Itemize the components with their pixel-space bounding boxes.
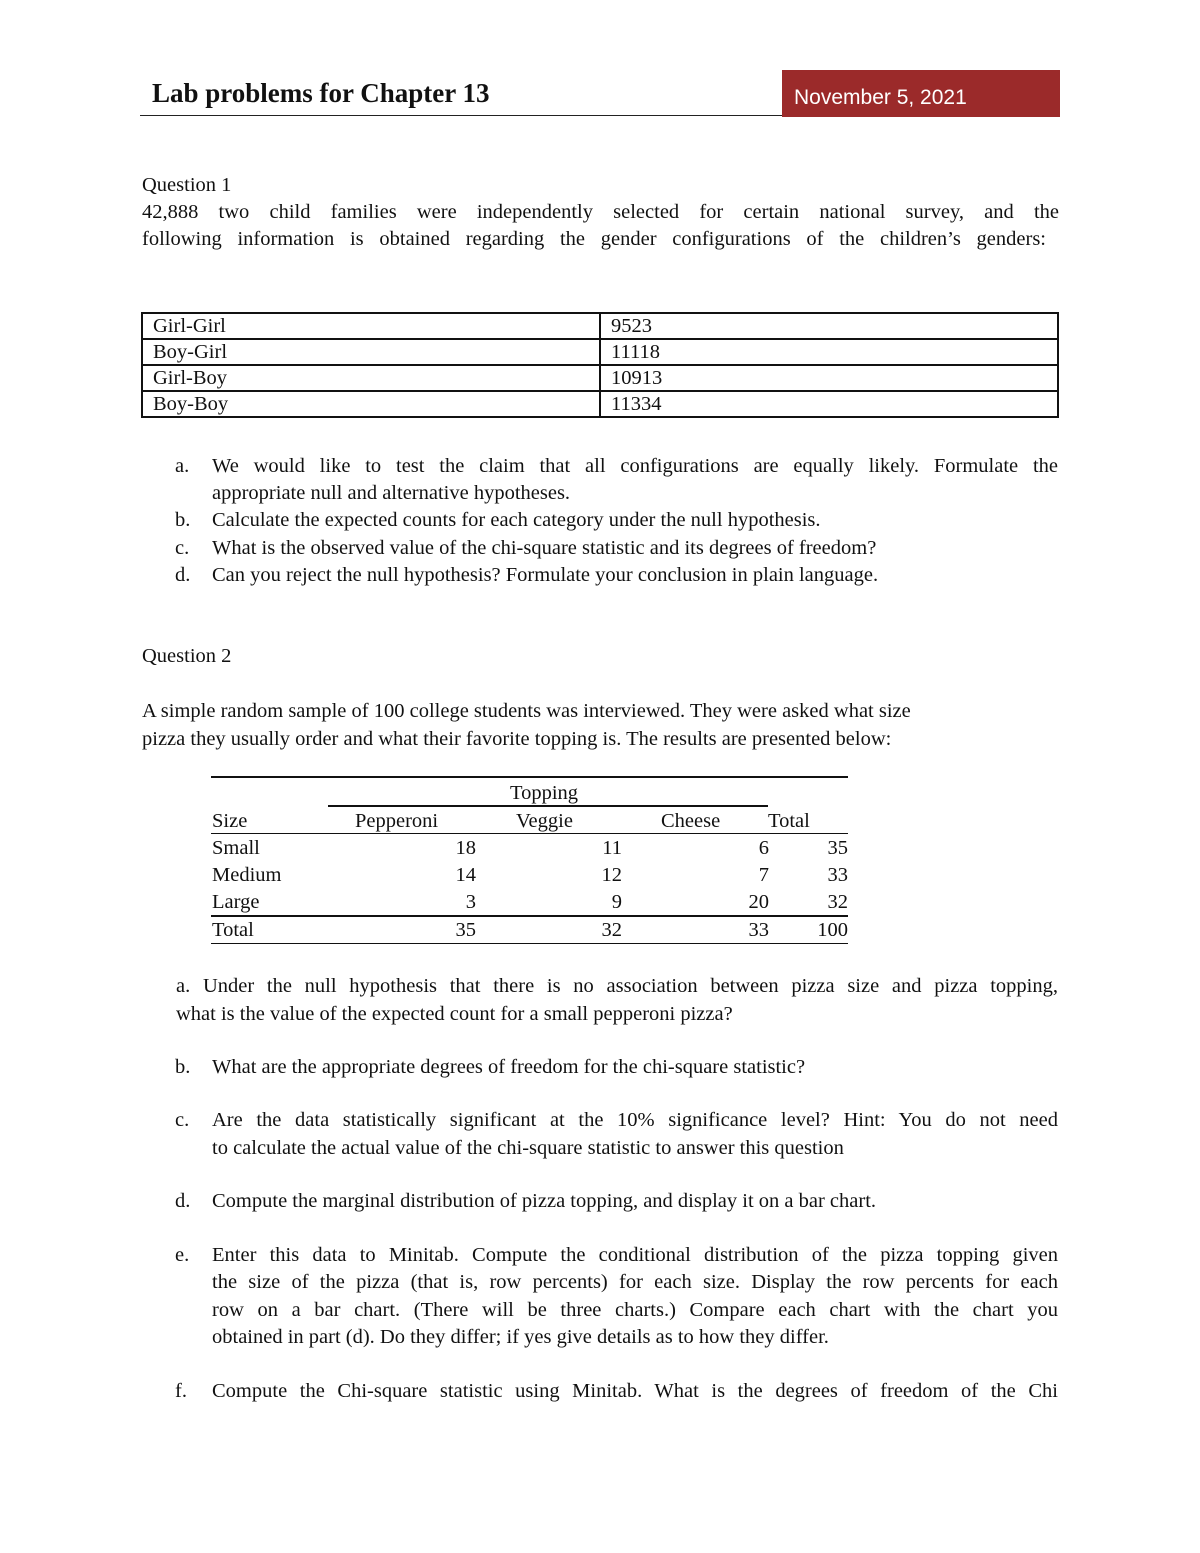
table-cell-count: 10913 xyxy=(600,365,1058,391)
cell-medium-cheese: 7 xyxy=(758,864,769,886)
table-row xyxy=(142,339,1058,365)
list-item-letter: b. xyxy=(175,509,191,531)
q2-item-a-line-2: what is the value of the expected count for a small pepperoni pizza? xyxy=(176,1003,733,1025)
q1-item-c-line-1: What is the observed value of the chi-square statistic and its degrees of freedom? xyxy=(212,537,877,559)
q1-item-b-line-1: Calculate the expected counts for each category under the null hypothesis. xyxy=(212,509,821,531)
table-cell-label: Boy-Boy xyxy=(142,391,600,417)
q1-item-d-line-1: Can you reject the null hypothesis? Formulate your conclusion in plain language. xyxy=(212,564,879,586)
column-header-pepperoni: Pepperoni xyxy=(355,810,439,832)
table-bottom-rule xyxy=(211,943,848,944)
question-2-heading: Question 2 xyxy=(142,645,232,667)
table-cell-count: 11118 xyxy=(600,339,1058,365)
q2-item-e-line-3: row on a bar chart. (There will be three charts.) Compare each chart with the chart you xyxy=(212,1299,1058,1321)
row-label-large: Large xyxy=(212,891,260,913)
list-item-letter: d. xyxy=(175,1190,191,1212)
q2-item-e-line-1: Enter this data to Minitab. Compute the conditional distribution of the pizza topping given xyxy=(212,1244,1058,1266)
q2-item-b-line-1: What are the appropriate degrees of freedom for the chi-square statistic? xyxy=(212,1056,806,1078)
column-header-total: Total xyxy=(768,810,810,832)
list-item-letter: b. xyxy=(175,1056,191,1078)
q2-item-e-line-4: obtained in part (d). Do they differ; if yes give details as to how they differ. xyxy=(212,1326,829,1348)
row-label-small: Small xyxy=(212,837,260,859)
table-cell-label: Girl-Boy xyxy=(142,365,600,391)
table-cell-count: 9523 xyxy=(600,313,1058,339)
title-underline xyxy=(140,115,782,116)
q2-item-e-line-2: the size of the pizza (that is, row percents) for each size. Display the row percents for each xyxy=(212,1271,1058,1293)
cell-small-cheese: 6 xyxy=(758,837,769,859)
q2-item-a-line-1: a. Under the null hypothesis that there is no association between pizza size and pizza topping, xyxy=(176,975,1058,997)
page-title: Lab problems for Chapter 13 xyxy=(152,78,490,108)
q1-item-a-line-1: We would like to test the claim that all configurations are equally likely. Formulate the xyxy=(212,455,1058,477)
cell-medium-veggie: 12 xyxy=(601,864,622,886)
cell-total-cheese: 33 xyxy=(748,919,769,941)
list-item-letter: d. xyxy=(175,564,191,586)
table-row xyxy=(142,365,1058,391)
table-cell-label: Girl-Girl xyxy=(142,313,600,339)
cell-total-veggie: 32 xyxy=(601,919,622,941)
question-2-intro-line-2: pizza they usually order and what their favorite topping is. The results are presented below: xyxy=(142,728,892,750)
cell-large-cheese: 20 xyxy=(748,891,769,913)
list-item-letter: f. xyxy=(175,1380,187,1402)
cell-small-veggie: 11 xyxy=(602,837,622,859)
header-rule xyxy=(211,833,848,834)
cell-large-veggie: 9 xyxy=(611,891,622,913)
cell-large-pepperoni: 3 xyxy=(465,891,476,913)
cell-small-total: 35 xyxy=(827,837,848,859)
cell-total-total: 100 xyxy=(817,919,848,941)
column-header-size: Size xyxy=(212,810,248,832)
q2-item-c-line-2: to calculate the actual value of the chi-square statistic to answer this question xyxy=(212,1137,844,1159)
topping-group-header: Topping xyxy=(510,782,579,804)
list-item-letter: a. xyxy=(175,455,190,477)
cell-medium-total: 33 xyxy=(827,864,848,886)
table-row xyxy=(142,313,1058,339)
q2-item-c-line-1: Are the data statistically significant at the 10% significance level? Hint: You do not need xyxy=(212,1109,1058,1131)
cell-total-pepperoni: 35 xyxy=(455,919,476,941)
q2-item-f-line-1: Compute the Chi-square statistic using Minitab. What is the degrees of freedom of the Chi xyxy=(212,1380,1058,1402)
q1-item-a-line-2: appropriate null and alternative hypotheses. xyxy=(212,482,571,504)
list-item-letter: c. xyxy=(175,1109,190,1131)
q2-item-d-line-1: Compute the marginal distribution of pizza topping, and display it on a bar chart. xyxy=(212,1190,877,1212)
row-label-total: Total xyxy=(212,919,254,941)
date-badge: November 5, 2021 xyxy=(782,70,1060,117)
table-cell-count: 11334 xyxy=(600,391,1058,417)
list-item-letter: e. xyxy=(175,1244,190,1266)
table-cell-label: Boy-Girl xyxy=(142,339,600,365)
question-1-heading: Question 1 xyxy=(142,174,232,196)
question-1-intro-line-1: 42,888 two child families were independently selected for certain national survey, and the xyxy=(142,201,1059,223)
topping-group-rule xyxy=(328,805,768,807)
cell-medium-pepperoni: 14 xyxy=(455,864,476,886)
column-header-cheese: Cheese xyxy=(661,810,721,832)
question-1-intro-line-2: following information is obtained regarding the gender configurations of the children’s genders: xyxy=(142,228,1046,250)
table-top-rule xyxy=(211,776,848,778)
question-2-intro-line-1: A simple random sample of 100 college students was interviewed. They were asked what size xyxy=(142,700,911,722)
table-row xyxy=(142,391,1058,417)
cell-small-pepperoni: 18 xyxy=(455,837,476,859)
gender-configuration-table xyxy=(141,312,1059,418)
cell-large-total: 32 xyxy=(827,891,848,913)
list-item-letter: c. xyxy=(175,537,190,559)
row-label-medium: Medium xyxy=(212,864,282,886)
column-header-veggie: Veggie xyxy=(516,810,573,832)
